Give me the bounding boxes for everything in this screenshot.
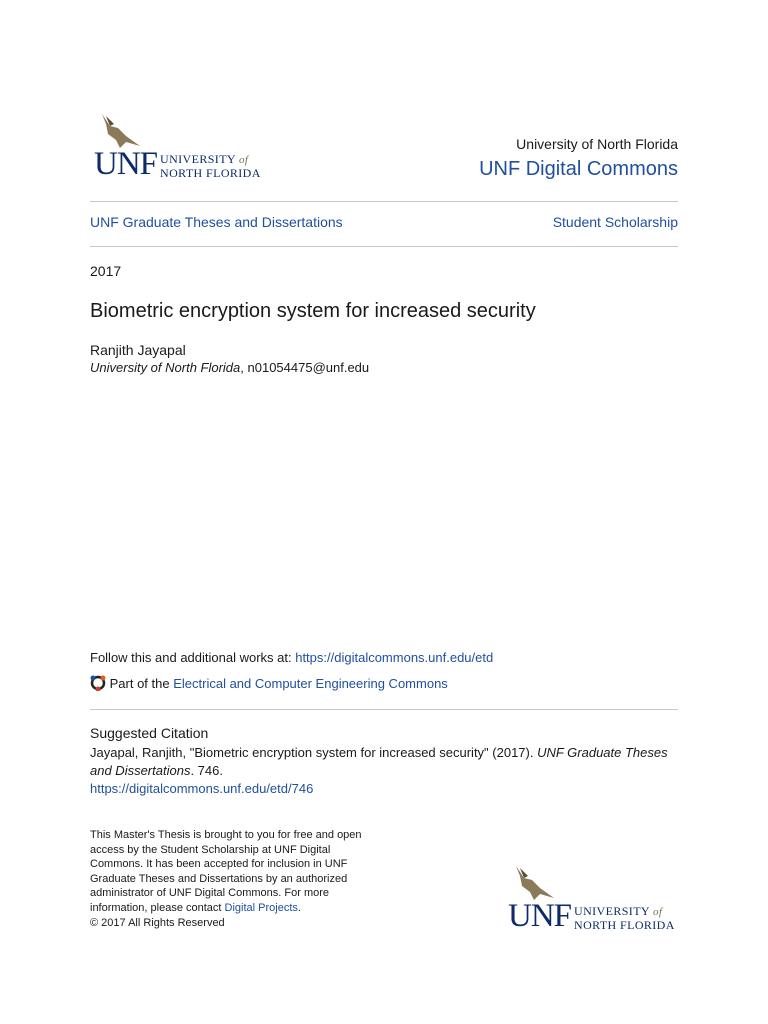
contact-link[interactable]: Digital Projects <box>224 901 298 914</box>
follow-prefix: Follow this and additional works at: <box>90 650 296 665</box>
logo-university-text: UNIVERSITY of <box>574 904 663 918</box>
logo-north-florida-text: NORTH FLORIDA <box>574 918 675 932</box>
publication-year: 2017 <box>90 263 122 279</box>
author-name: Ranjith Jayapal <box>90 342 186 358</box>
header-university: University of North Florida <box>516 136 678 152</box>
notice-text: This Master's Thesis is brought to you for free and open access by the Student Scholarship at UNF Digital Commons. It has been accepted for inclusion in UNF Graduate Theses and Dissertations by an authorized administrator of UNF Digital Commons. For more information, please contact <box>90 829 362 914</box>
affiliation-text: University of North Florida <box>90 360 241 375</box>
follow-line <box>90 649 493 666</box>
logo-university-text: UNIVERSITY of <box>160 152 249 166</box>
category-link[interactable]: Student Scholarship <box>552 214 678 230</box>
copyright: © 2017 All Rights Reserved <box>90 916 225 929</box>
access-notice: This Master's Thesis is brought to you for free and open access by the Student Scholarship at UNF Digital Commons. It has been accepted for inclusion in UNF Graduate Theses and Dissertations by an authorized administrator of UNF Digital Commons. For more information, please contact Digital Projects. © 2017 All Rights Reserved <box>90 829 362 929</box>
divider <box>90 201 678 202</box>
author-email: , n01054475@unf.edu <box>240 360 370 375</box>
discipline-link[interactable]: Electrical and Computer Engineering Commons <box>173 676 448 691</box>
repository-link[interactable]: UNF Digital Commons <box>479 158 678 180</box>
collection-link[interactable]: UNF Graduate Theses and Dissertations <box>90 214 343 230</box>
unf-logo <box>90 108 265 188</box>
part-of-line <box>90 675 448 692</box>
follow-link[interactable]: https://digitalcommons.unf.edu/etd <box>295 650 494 665</box>
citation-text: Jayapal, Ranjith, "Biometric encryption system for increased security" (2017). UNF Graduate Theses and Dissertations. 746. <box>90 745 668 778</box>
unf-logo <box>504 860 679 940</box>
part-of-prefix: Part of the <box>109 676 174 691</box>
author-affiliation <box>90 359 369 376</box>
divider <box>90 709 678 710</box>
citation-heading: Suggested Citation <box>90 725 209 741</box>
citation-series: UNF Graduate Theses and Dissertations <box>90 745 668 778</box>
logo-north-florida-text: NORTH FLORIDA <box>160 166 261 180</box>
document-title: Biometric encryption system for increased security <box>90 300 536 322</box>
citation-link[interactable]: https://digitalcommons.unf.edu/etd/746 <box>90 781 314 796</box>
divider <box>90 246 678 247</box>
logo-unf-text: UNF <box>94 146 158 182</box>
logo-unf-text: UNF <box>508 898 572 934</box>
network-icon <box>90 675 106 691</box>
